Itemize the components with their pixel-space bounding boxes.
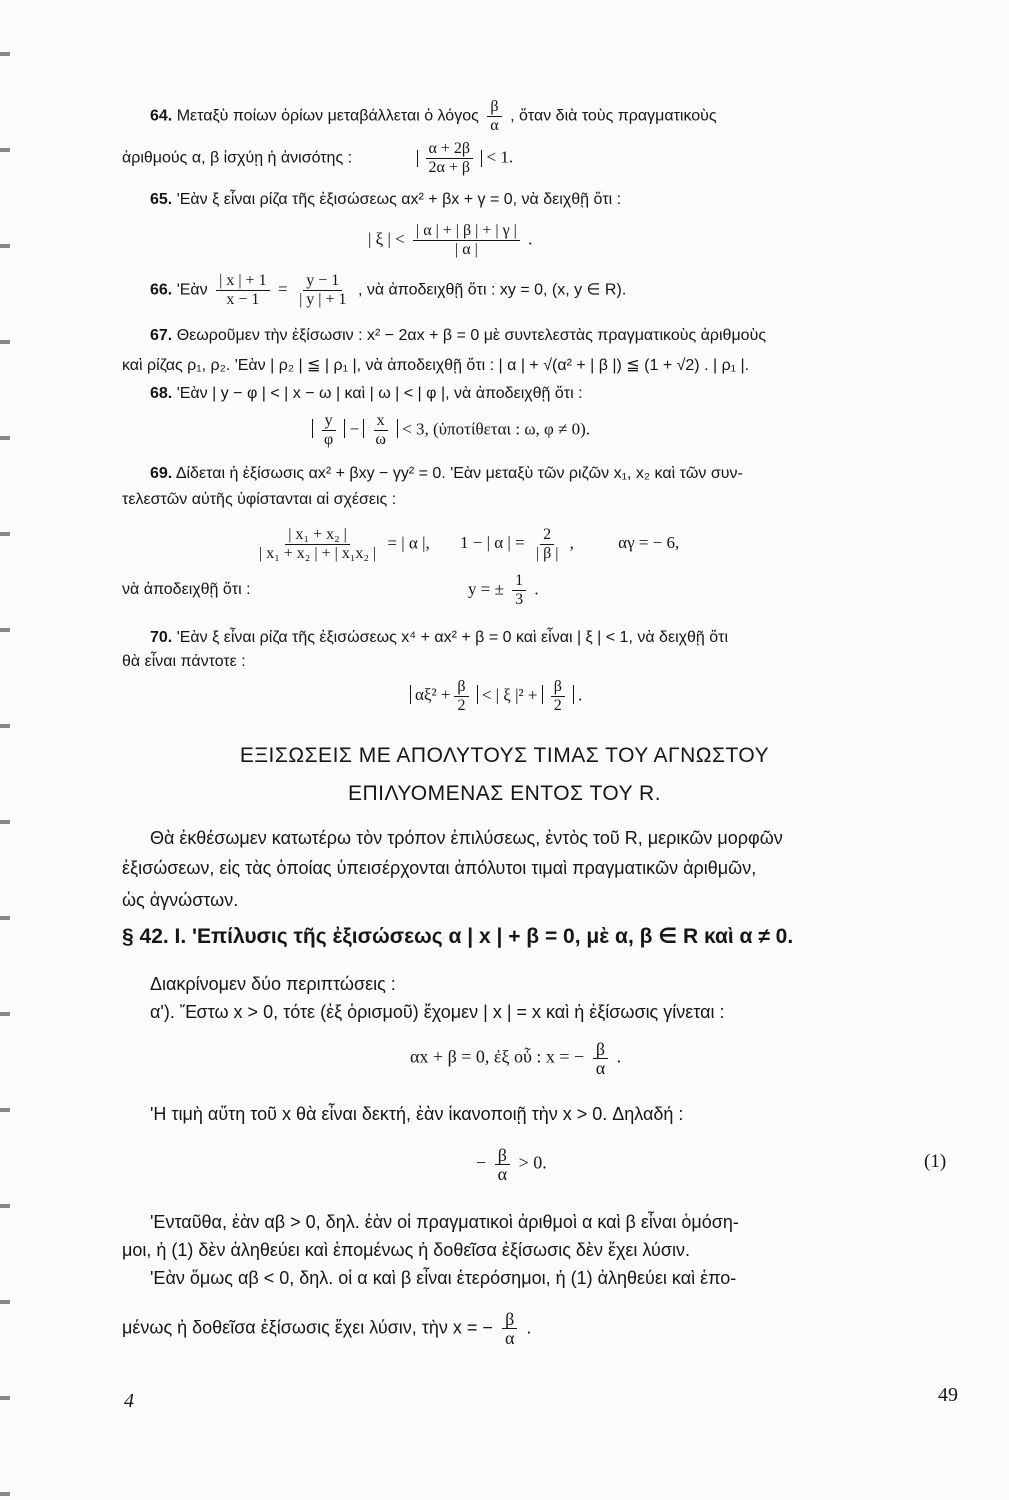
body-line4: 'Ενταῦθα, ἐὰν αβ > 0, δηλ. ἐὰν οἱ πραγματικοὶ ἀριθμοὶ α καὶ β εἶναι ὁμόση- <box>150 1212 739 1232</box>
equation-end: . <box>616 1046 622 1067</box>
problem-65-line1 <box>150 190 621 210</box>
relation-3: αγ = − 6, <box>618 533 680 553</box>
numerator: β <box>502 1310 517 1329</box>
problem-text: , ὅταν διὰ τοὺς πραγματικοὺς <box>510 107 717 125</box>
numerator: | x₁ + x₂ | <box>285 526 350 545</box>
problem-text: τελεστῶν αὐτῆς ὑφίστανται αἱ σχέσεις : <box>122 491 397 508</box>
denominator: α <box>595 1058 606 1078</box>
denominator: φ <box>324 431 334 448</box>
problem-69-relations <box>252 526 679 563</box>
problem-69-result <box>468 572 539 609</box>
denominator: α <box>504 1328 515 1348</box>
fraction <box>426 140 474 177</box>
body-line3: 'Η τιμὴ αὕτη τοῦ x θὰ εἶναι δεκτή, ἐὰν ἱκανοποιῇ τὴν x > 0. Δηλαδή : <box>150 1104 684 1124</box>
numerator: β <box>593 1040 608 1059</box>
numerator: 1 <box>512 572 526 591</box>
minus-sign: − <box>349 419 360 439</box>
problem-70-line2 <box>122 652 246 672</box>
formula-end: . <box>578 685 583 705</box>
denominator: 3 <box>515 591 524 608</box>
problem-65-formula <box>368 222 532 259</box>
denominator: | y | + 1 <box>299 291 347 308</box>
equation-a <box>410 1040 621 1077</box>
abs-value <box>542 678 574 714</box>
intro-line1: Θὰ ἐκθέσωμεν κατωτέρω τὸν τρόπον ἐπιλύσεως, ἐντὸς τοῦ R, μερικῶν μορφῶν <box>150 828 783 848</box>
denominator: 2 <box>457 697 466 714</box>
abs-value <box>312 412 345 448</box>
problem-text: 'Εὰν | y − φ | < | x − ω | καὶ | ω | < | φ |, νὰ ἀποδειχθῇ ὅτι : <box>176 385 583 402</box>
numerator: β <box>454 678 468 697</box>
numerator: x <box>374 412 388 431</box>
problem-number: 70. <box>150 629 173 646</box>
relation-2: 1 − | α | = <box>459 533 525 553</box>
fraction <box>593 1040 608 1077</box>
ratio-fraction <box>487 98 501 135</box>
abs-value <box>410 678 478 714</box>
equation-b <box>476 1146 547 1183</box>
problem-text: Μεταξὺ ποίων ὁρίων μεταβάλλεται ὁ λόγος <box>176 107 479 125</box>
numerator: β <box>551 678 565 697</box>
intro-line3: ὡς ἀγνώστων. <box>122 890 239 910</box>
problem-text: 'Εὰν ξ εἶναι ρίζα τῆς ἐξισώσεως x⁴ + αx² + β = 0 καὶ εἶναι | ξ | < 1, νὰ δειχθῇ ὅτι <box>176 629 729 646</box>
problem-text: ἀριθμούς α, β ἰσχύῃ ἡ ἀνισότης : <box>122 149 353 167</box>
section-title: § 42. Ι. 'Επίλυσις τῆς ἐξισώσεως α | x | + β = 0, μὲ α, β ∈ R καὶ α ≠ 0. <box>122 925 794 948</box>
denominator: | β | <box>535 545 559 562</box>
fraction <box>495 1146 510 1183</box>
fraction <box>512 572 526 609</box>
problem-69-line1 <box>150 464 743 484</box>
fraction-left <box>216 272 269 309</box>
fraction-right <box>296 272 349 309</box>
problem-text: , νὰ ἀποδειχθῇ ὅτι : xy = 0, (x, y ∈ R). <box>357 281 627 299</box>
equation-text: αx + β = 0, ἐξ οὗ : x = − <box>410 1046 585 1067</box>
problem-64-line2 <box>122 140 513 177</box>
chapter-heading-line1: ΕΞΙΣΩΣΕΙΣ ΜΕ ΑΠΟΛΥΤΟΥΣ ΤΙΜΑΣ ΤΟΥ ΑΓΝΩΣΤΟΥ <box>239 744 770 767</box>
body-line6: 'Εὰν ὅμως αβ < 0, δηλ. οἱ α καὶ β εἶναι ἑτερόσημοι, ἡ (1) ἀληθεύει καὶ ἑπο- <box>150 1268 737 1288</box>
problem-69-prove <box>122 580 251 600</box>
equals-sign: = <box>278 279 288 299</box>
inequality-rhs: < 1. <box>486 147 514 167</box>
numerator: y − 1 <box>303 272 342 291</box>
result-end: . <box>534 579 539 599</box>
fraction <box>454 678 468 715</box>
numerator: | α | + | β | + | γ | <box>413 222 520 241</box>
problem-70-line1 <box>150 628 728 648</box>
signature-mark: 4 <box>124 1390 134 1412</box>
body-text: μένως ἡ δοθεῖσα ἐξίσωσις ἔχει λύσιν, τὴν x = − <box>122 1317 493 1338</box>
problem-text: θὰ εἶναι πάντοτε : <box>122 653 246 670</box>
denominator: α <box>490 117 499 134</box>
term: < | ξ |² + <box>481 685 538 705</box>
numerator: | x | + 1 <box>216 272 269 291</box>
denominator: x − 1 <box>226 291 260 308</box>
denominator: α <box>497 1164 508 1184</box>
fraction <box>533 526 562 563</box>
problem-number: 66. <box>150 281 173 299</box>
fraction <box>321 412 336 449</box>
problem-68-formula <box>312 412 590 449</box>
intro-line2: ἐξισώσεων, εἰς τὰς ὁποίας ὑπεισέρχονται ἀπόλυτοι τιμαὶ πραγματικῶν ἀριθμῶν, <box>122 858 757 878</box>
problem-text: καὶ ρίζας ρ₁, ρ₂. 'Εὰν | ρ₂ | ≦ | ρ₁ |, νὰ ἀποδειχθῇ ὅτι : | α | + √(α² + | β |) ≦ (1 + √2) . | ρ₁ |. <box>122 357 750 374</box>
body-end: . <box>526 1317 532 1338</box>
denominator: 2 <box>553 697 562 714</box>
body-line1: Διακρίνομεν δύο περιπτώσεις : <box>150 974 396 994</box>
term: αξ² + <box>415 685 451 705</box>
numerator: 2 <box>540 526 554 545</box>
fraction <box>372 412 389 449</box>
result-lhs: y = ± <box>468 579 504 599</box>
fraction <box>413 222 520 259</box>
problem-text: 'Εὰν <box>176 281 208 299</box>
relation-1: = | α |, <box>387 533 430 553</box>
numerator: β <box>495 1146 510 1165</box>
body-line5: μοι, ἡ (1) δὲν ἀληθεύει καὶ ἑπομένως ἡ δοθεῖσα ἐξίσωσις δὲν ἔχει λύσιν. <box>122 1240 690 1260</box>
equation-tag: (1) <box>924 1151 947 1172</box>
problem-text: νὰ ἀποδειχθῇ ὅτι : <box>122 581 251 598</box>
problem-66-line <box>150 272 626 309</box>
problem-text: Δίδεται ἡ ἐξίσωσις αx² + βxy − γy² = 0. 'Εὰν μεταξὺ τῶν ριζῶν x₁, x₂ καὶ τῶν συν- <box>175 465 743 482</box>
denominator: ω <box>375 431 386 448</box>
problem-68-line1 <box>150 384 583 404</box>
page-number: 49 <box>938 1384 958 1406</box>
problem-67-line2 <box>122 356 749 376</box>
problem-text: 'Εὰν ξ εἶναι ρίζα τῆς ἐξισώσεως αx² + βx + γ = 0, νὰ δειχθῇ ὅτι : <box>176 191 622 208</box>
problem-70-formula <box>410 678 582 715</box>
formula-lhs: | ξ | < <box>368 229 405 249</box>
numerator: y <box>322 412 336 431</box>
fraction <box>551 678 565 715</box>
relation-comma: , <box>569 533 574 553</box>
formula-rest: < 3, (ὑποτίθεται : ω, φ ≠ 0). <box>402 419 591 439</box>
problem-69-line2 <box>122 490 396 510</box>
problem-number: 64. <box>150 107 173 125</box>
numerator: β <box>487 98 501 117</box>
body-line7 <box>122 1310 531 1347</box>
problem-number: 65. <box>150 191 173 208</box>
numerator: α + 2β <box>426 140 474 159</box>
denominator: 2α + β <box>428 159 471 176</box>
fraction <box>256 526 379 563</box>
body-line2: α'). Ἔστω x > 0, τότε (ἐξ ὁρισμοῦ) ἔχομεν | x | = x καὶ ἡ ἐξίσωσις γίνεται : <box>150 1002 725 1022</box>
problem-text: Θεωροῦμεν τὴν ἐξίσωσιν : x² − 2αx + β = 0 μὲ συντελεστὰς πραγματικοὺς ἀριθμοὺς <box>176 327 767 344</box>
denominator: | α | <box>455 241 478 258</box>
problem-number: 67. <box>150 327 173 344</box>
abs-value <box>363 412 398 448</box>
fraction <box>502 1310 517 1347</box>
equation-end: > 0. <box>518 1152 547 1173</box>
chapter-heading-line2: ΕΠΙΛΥΟΜΕΝΑΣ ΕΝΤΟΣ ΤΟΥ R. <box>347 782 662 805</box>
problem-number: 69. <box>150 465 173 482</box>
formula-end: . <box>528 229 533 249</box>
equation-text: − <box>476 1152 487 1173</box>
problem-number: 68. <box>150 385 173 402</box>
problem-64-line1 <box>150 98 717 135</box>
problem-67-line1 <box>150 326 766 346</box>
denominator: | x₁ + x₂ | + | x₁x₂ | <box>259 545 377 562</box>
